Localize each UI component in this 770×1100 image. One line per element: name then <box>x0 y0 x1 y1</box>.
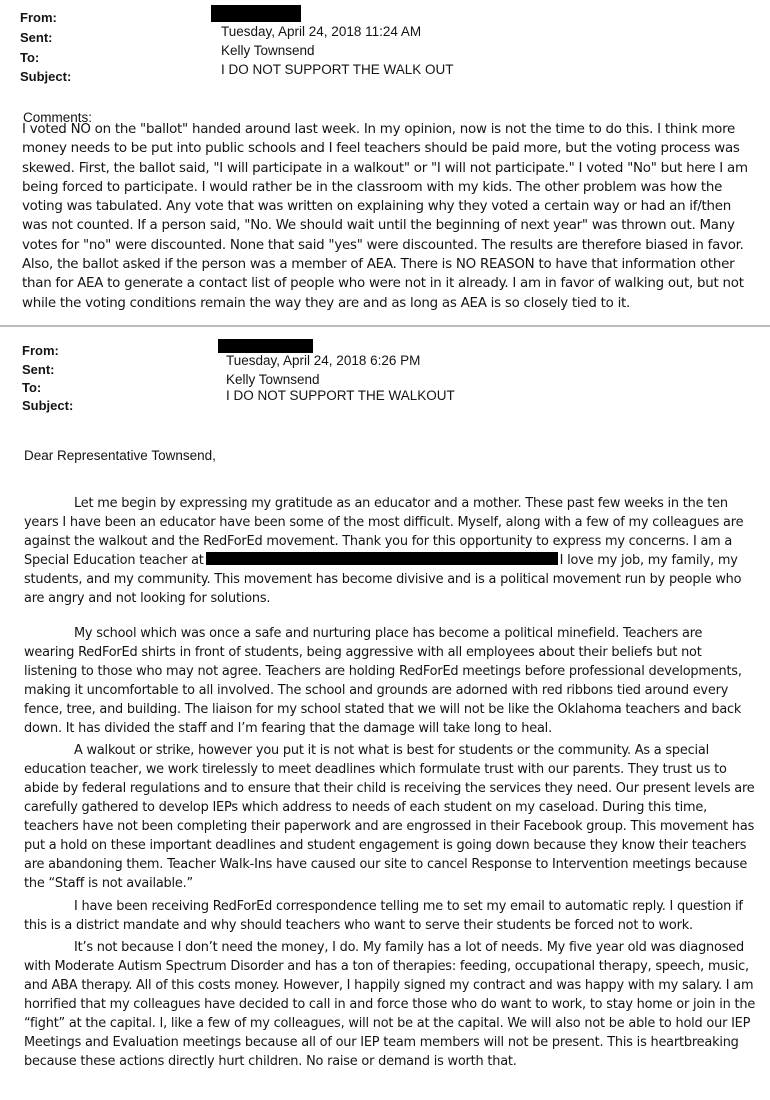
to-value: Kelly Townsend <box>226 372 320 387</box>
redacted-school <box>206 552 558 565</box>
paragraph-4: I have been receiving RedForEd correspondence telling me to set my email to automatic reply. I question if this is a district mandate and why should teachers who want to serve their students be forced not to work. <box>24 899 743 933</box>
email-divider <box>0 325 770 327</box>
subject-value: I DO NOT SUPPORT THE WALKOUT <box>226 388 455 403</box>
sent-value: Tuesday, April 24, 2018 11:24 AM <box>221 24 422 39</box>
paragraph-1 <box>24 494 756 608</box>
from-label: From: <box>20 10 57 25</box>
comments-body: I voted NO on the "ballot" handed around last week. In my opinion, now is not the time to do this. I think more money needs to be put into public schools and I feel teachers should be paid more, but the voting process was skewed. First, the ballot said, "I will participate in a walkout" or "I will not participate." I voted "No" but here I am being forced to participate. I would rather be in the classroom with my kids. The other problem was how the voting was tabulated. Any vote that was written on explaining why they voted a certain way or had an if/then was not counted. If a person said, "No. We should wait until the beginning of next year" was thrown out. Many votes for "no" were discounted. None that said "yes" were discounted. The results are therefore biased in favor. Also, the ballot asked if the person was a member of AEA. There is NO REASON to have that information other than for AEA to generate a contact list of people who were not in it already. I am in favor of walking out, but not while the voting conditions remain the way they are and as long as AEA is so closely tied to it. <box>22 122 748 311</box>
from-label: From: <box>22 343 59 358</box>
sent-label: Sent: <box>20 30 53 45</box>
paragraph-1-continued: I love my job, my family, my students, and my community. This movement has become divisive and is a political movement run by people who are angry and not looking for solutions. <box>24 553 742 606</box>
comments-label: Comments: <box>23 110 93 125</box>
greeting: Dear Representative Townsend, <box>24 448 216 463</box>
sent-label: Sent: <box>22 362 55 377</box>
sent-value: Tuesday, April 24, 2018 6:26 PM <box>226 353 421 368</box>
subject-value: I DO NOT SUPPORT THE WALK OUT <box>221 62 454 77</box>
subject-label: Subject: <box>20 69 72 84</box>
redacted-sender <box>211 5 301 22</box>
to-label: To: <box>22 380 42 395</box>
to-label: To: <box>20 50 40 65</box>
subject-label: Subject: <box>22 398 74 413</box>
to-value: Kelly Townsend <box>221 43 315 58</box>
paragraph-1-text: Let me begin by expressing my gratitude as an educator and a mother. These past few weeks in the ten years I have been an educator have been some of the most difficult. Myself, along with a few of my colleagues are against the walkout and the RedForEd movement. Thank you for this opportunity to express my concerns. I am a Special Education teacher at <box>24 496 744 568</box>
paragraph-5: It’s not because I don’t need the money, I do. My family has a lot of needs. My five year old was diagnosed with Moderate Autism Spectrum Disorder and has a ton of therapies: feeding, occupational therapy, speech, music, and ABA therapy. All of this costs money. However, I happily signed my contract and was happy with my salary. I am horrified that my colleagues have decided to call in and force those who do want to work, to stay home or join in the “fight” at the capital. I, like a few of my colleagues, will not be at the capital. We will also not be able to hold our IEP Meetings and Evaluation meetings because all of our IEP team members will not be present. This is heartbreaking because these actions directly hurt children. No raise or demand is worth that. <box>24 940 756 1069</box>
paragraph-3: A walkout or strike, however you put it is not what is best for students or the community. As a special education teacher, we work tirelessly to meet deadlines which formulate trust with our parents. They trust us to abide by federal regulations and to ensure that their child is receiving the services they need. Our present levels are carefully gathered to develop IEPs which address to needs of each student on my caseload. During this time, teachers have not been completing their paperwork and are engrossed in their Facebook group. This movement has put a hold on these important deadlines and student engagement is going down because they know their teachers are abandoning them. Teacher Walk-Ins have caused our site to cancel Response to Intervention meetings because the “Staff is not available.” <box>24 743 755 891</box>
paragraph-2: My school which was once a safe and nurturing place has become a political minefield. Teachers are wearing RedForEd shirts in front of students, being aggressive with all employees about their beliefs but not listening to those who may not agree. Teachers are holding RedForEd meetings before professional developments, making it uncomfortable to all involved. The school and grounds are adorned with red ribbons tied around every fence, tree, and building. The liaison for my school stated that we will not be like the Oklahoma teachers and back down. It has divided the staff and I’m fearing that the damage will take long to heal. <box>24 626 742 736</box>
redacted-sender <box>218 339 313 353</box>
